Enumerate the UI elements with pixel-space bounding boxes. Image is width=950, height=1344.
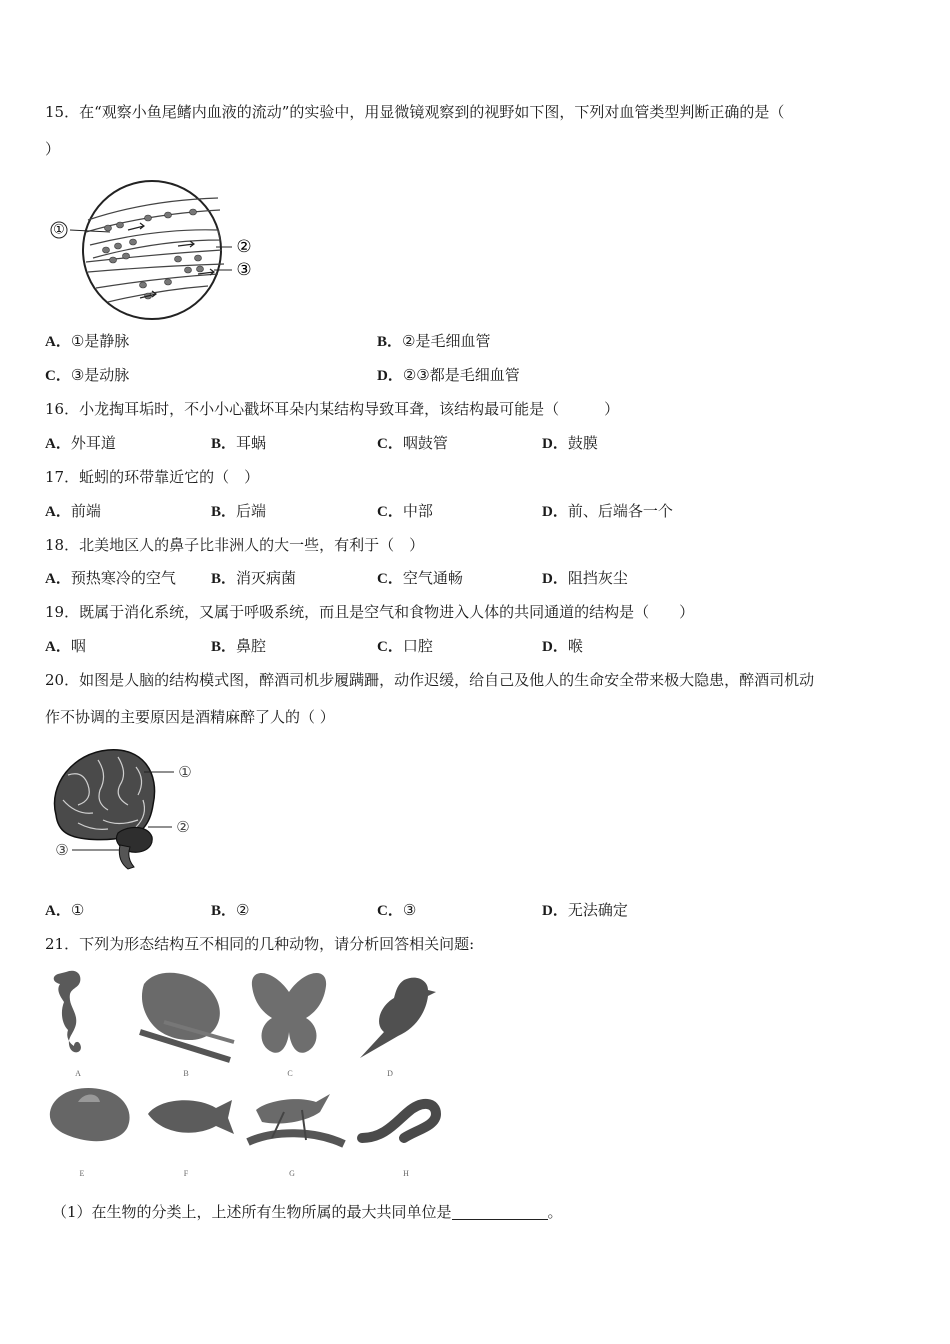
- q17-option-c[interactable]: [377, 501, 433, 522]
- q15-option-b[interactable]: [377, 331, 490, 352]
- q20-option-c[interactable]: [377, 900, 416, 921]
- option-letter: C．: [45, 368, 71, 384]
- q15-option-c[interactable]: [45, 365, 129, 386]
- animal-label-b: B: [183, 1069, 189, 1078]
- q19-stem: 19．既属于消化系统，又属于呼吸系统，而且是空气和食物进入人体的共同通道的结构是（ ）: [45, 603, 695, 621]
- q16-option-a[interactable]: [45, 433, 116, 454]
- q16-option-d[interactable]: [542, 433, 598, 454]
- q18-option-b[interactable]: [211, 568, 296, 589]
- q19-option-c[interactable]: [377, 636, 433, 657]
- animal-label-g: G: [289, 1169, 295, 1178]
- option-text: 咽: [70, 637, 86, 655]
- q17-stem: 17．蚯蚓的环带靠近它的（ ）: [45, 468, 260, 486]
- option-text: ②③都是毛细血管: [402, 366, 520, 384]
- q15-microscope-figure: [48, 170, 268, 330]
- option-text: 外耳道: [70, 434, 116, 452]
- q21-sub1: [52, 1202, 563, 1222]
- q18-stem: 18．北美地区人的鼻子比非洲人的大一些，有利于（ ）: [45, 536, 425, 554]
- q15-label-3: ③: [236, 260, 252, 280]
- q15-option-d[interactable]: [377, 365, 520, 386]
- option-text: 喉: [567, 637, 583, 655]
- option-text: 预热寒冷的空气: [70, 569, 176, 587]
- option-text: 后端: [236, 502, 267, 520]
- q20-brain-figure: [48, 745, 208, 875]
- animal-label-c: C: [287, 1069, 293, 1078]
- q21-stem: 21．下列为形态结构互不相同的几种动物，请分析回答相关问题:: [45, 935, 475, 953]
- fish-image: [148, 1100, 234, 1134]
- option-text: 阻挡灰尘: [567, 569, 628, 587]
- animal-label-d: D: [387, 1069, 393, 1078]
- option-text: 消灭病菌: [236, 569, 297, 587]
- option-letter: A．: [45, 639, 71, 655]
- q15-label-2: ②: [236, 237, 252, 257]
- q20-option-a[interactable]: [45, 900, 84, 921]
- option-text: 口腔: [402, 637, 433, 655]
- q17-option-b[interactable]: [211, 501, 266, 522]
- option-text: ③是动脉: [70, 366, 130, 384]
- q18-option-d[interactable]: [542, 568, 628, 589]
- option-letter: D．: [542, 436, 568, 452]
- option-letter: B．: [211, 571, 237, 587]
- option-text: 鼓膜: [567, 434, 598, 452]
- option-text: ①是静脉: [70, 332, 130, 350]
- q17-option-a[interactable]: [45, 501, 101, 522]
- option-text: ②: [236, 901, 250, 919]
- option-text: 前、后端各一个: [567, 502, 673, 520]
- q21-sub1-prefix: （1）在生物的分类上，上述所有生物所属的最大共同单位是: [52, 1203, 452, 1221]
- option-letter: D．: [377, 368, 403, 384]
- option-letter: B．: [377, 334, 403, 350]
- option-text: 耳蜗: [236, 434, 267, 452]
- q16-option-b[interactable]: [211, 433, 266, 454]
- option-text: 前端: [70, 502, 101, 520]
- q19-option-a[interactable]: [45, 636, 86, 657]
- option-text: 咽鼓管: [402, 434, 448, 452]
- option-letter: D．: [542, 571, 568, 587]
- option-letter: A．: [45, 436, 71, 452]
- q15-stem-line1: 15．在“观察小鱼尾鳍内血液的流动”的实验中，用显微镜观察到的视野如下图，下列对血管类型判断正确的是（: [45, 103, 785, 121]
- option-letter: C．: [377, 571, 403, 587]
- option-letter: A．: [45, 334, 71, 350]
- option-letter: D．: [542, 504, 568, 520]
- option-letter: A．: [45, 571, 71, 587]
- option-letter: A．: [45, 903, 71, 919]
- option-letter: B．: [211, 903, 237, 919]
- q19-option-d[interactable]: [542, 636, 583, 657]
- q18-option-a[interactable]: [45, 568, 176, 589]
- option-letter: B．: [211, 504, 237, 520]
- option-letter: B．: [211, 436, 237, 452]
- option-letter: D．: [542, 903, 568, 919]
- option-letter: A．: [45, 504, 71, 520]
- q17-option-d[interactable]: [542, 501, 673, 522]
- grasshopper-image: [248, 1094, 344, 1144]
- animal-label-h: H: [403, 1169, 409, 1178]
- bird-image: [360, 978, 436, 1058]
- q20-label-1: ①: [178, 763, 192, 781]
- option-text: 空气通畅: [402, 569, 463, 587]
- option-letter: C．: [377, 504, 403, 520]
- option-text: ①: [70, 901, 85, 919]
- q15-option-a[interactable]: [45, 331, 129, 352]
- q15-label-1: ①: [53, 222, 65, 238]
- option-text: ③: [402, 901, 417, 919]
- animal-label-e: E: [79, 1169, 85, 1178]
- option-letter: D．: [542, 639, 568, 655]
- frog-image: [140, 973, 234, 1060]
- earthworm-image: [362, 1104, 436, 1138]
- q20-label-3: ③: [55, 841, 69, 859]
- option-text: 无法确定: [567, 901, 628, 919]
- option-letter: C．: [377, 903, 403, 919]
- q20-stem-line1: 20．如图是人脑的结构模式图，醉酒司机步履蹒跚，动作迟缓，给自己及他人的生命安全带来极大隐患，醉酒司机动: [45, 671, 815, 689]
- q20-stem-line2: 作不协调的主要原因是酒精麻醉了人的（ ）: [45, 708, 335, 726]
- q15-stem-line2: ）: [45, 140, 61, 158]
- animal-label-a: A: [75, 1069, 81, 1078]
- option-letter: B．: [211, 639, 237, 655]
- q16-option-c[interactable]: [377, 433, 448, 454]
- option-text: 中部: [402, 502, 433, 520]
- option-text: ②是毛细血管: [402, 332, 491, 350]
- butterfly-image: [252, 973, 326, 1053]
- option-letter: C．: [377, 639, 403, 655]
- q20-label-2: ②: [176, 818, 190, 836]
- rabbit-image: [50, 1088, 130, 1141]
- q20-option-b[interactable]: [211, 900, 249, 921]
- q21-sub1-suffix: 。: [547, 1203, 563, 1221]
- q19-option-b[interactable]: [211, 636, 266, 657]
- q16-stem: 16．小龙掏耳垢时，不小小心戳坏耳朵内某结构导致耳聋，该结构最可能是（ ）: [45, 400, 620, 418]
- q18-option-c[interactable]: [377, 568, 463, 589]
- animal-label-f: F: [183, 1169, 189, 1178]
- option-letter: C．: [377, 436, 403, 452]
- q21-sub1-answer-blank[interactable]: [452, 1203, 548, 1220]
- q20-option-d[interactable]: [542, 900, 628, 921]
- option-text: 鼻腔: [236, 637, 267, 655]
- q21-animals-figure: [44, 962, 444, 1182]
- seahorse-image: [54, 971, 81, 1053]
